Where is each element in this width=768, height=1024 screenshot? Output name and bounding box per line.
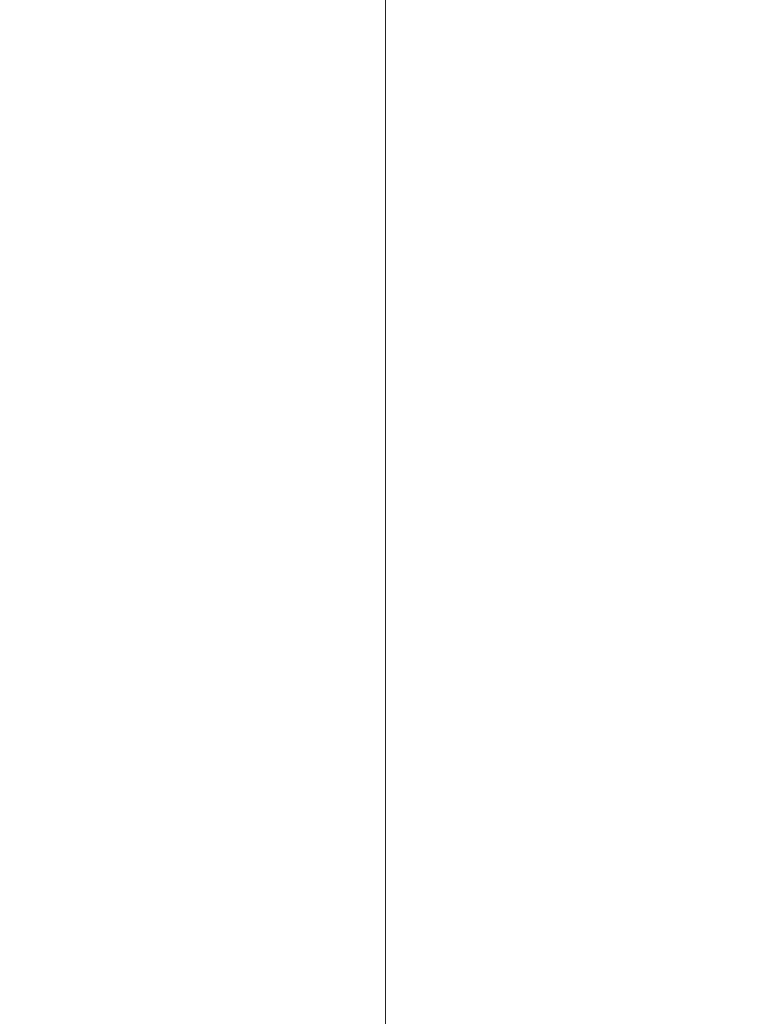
header: [22, 17, 362, 28]
column-divider: [385, 0, 386, 1024]
test1-instructions: [22, 38, 362, 49]
left-column: [22, 17, 362, 60]
